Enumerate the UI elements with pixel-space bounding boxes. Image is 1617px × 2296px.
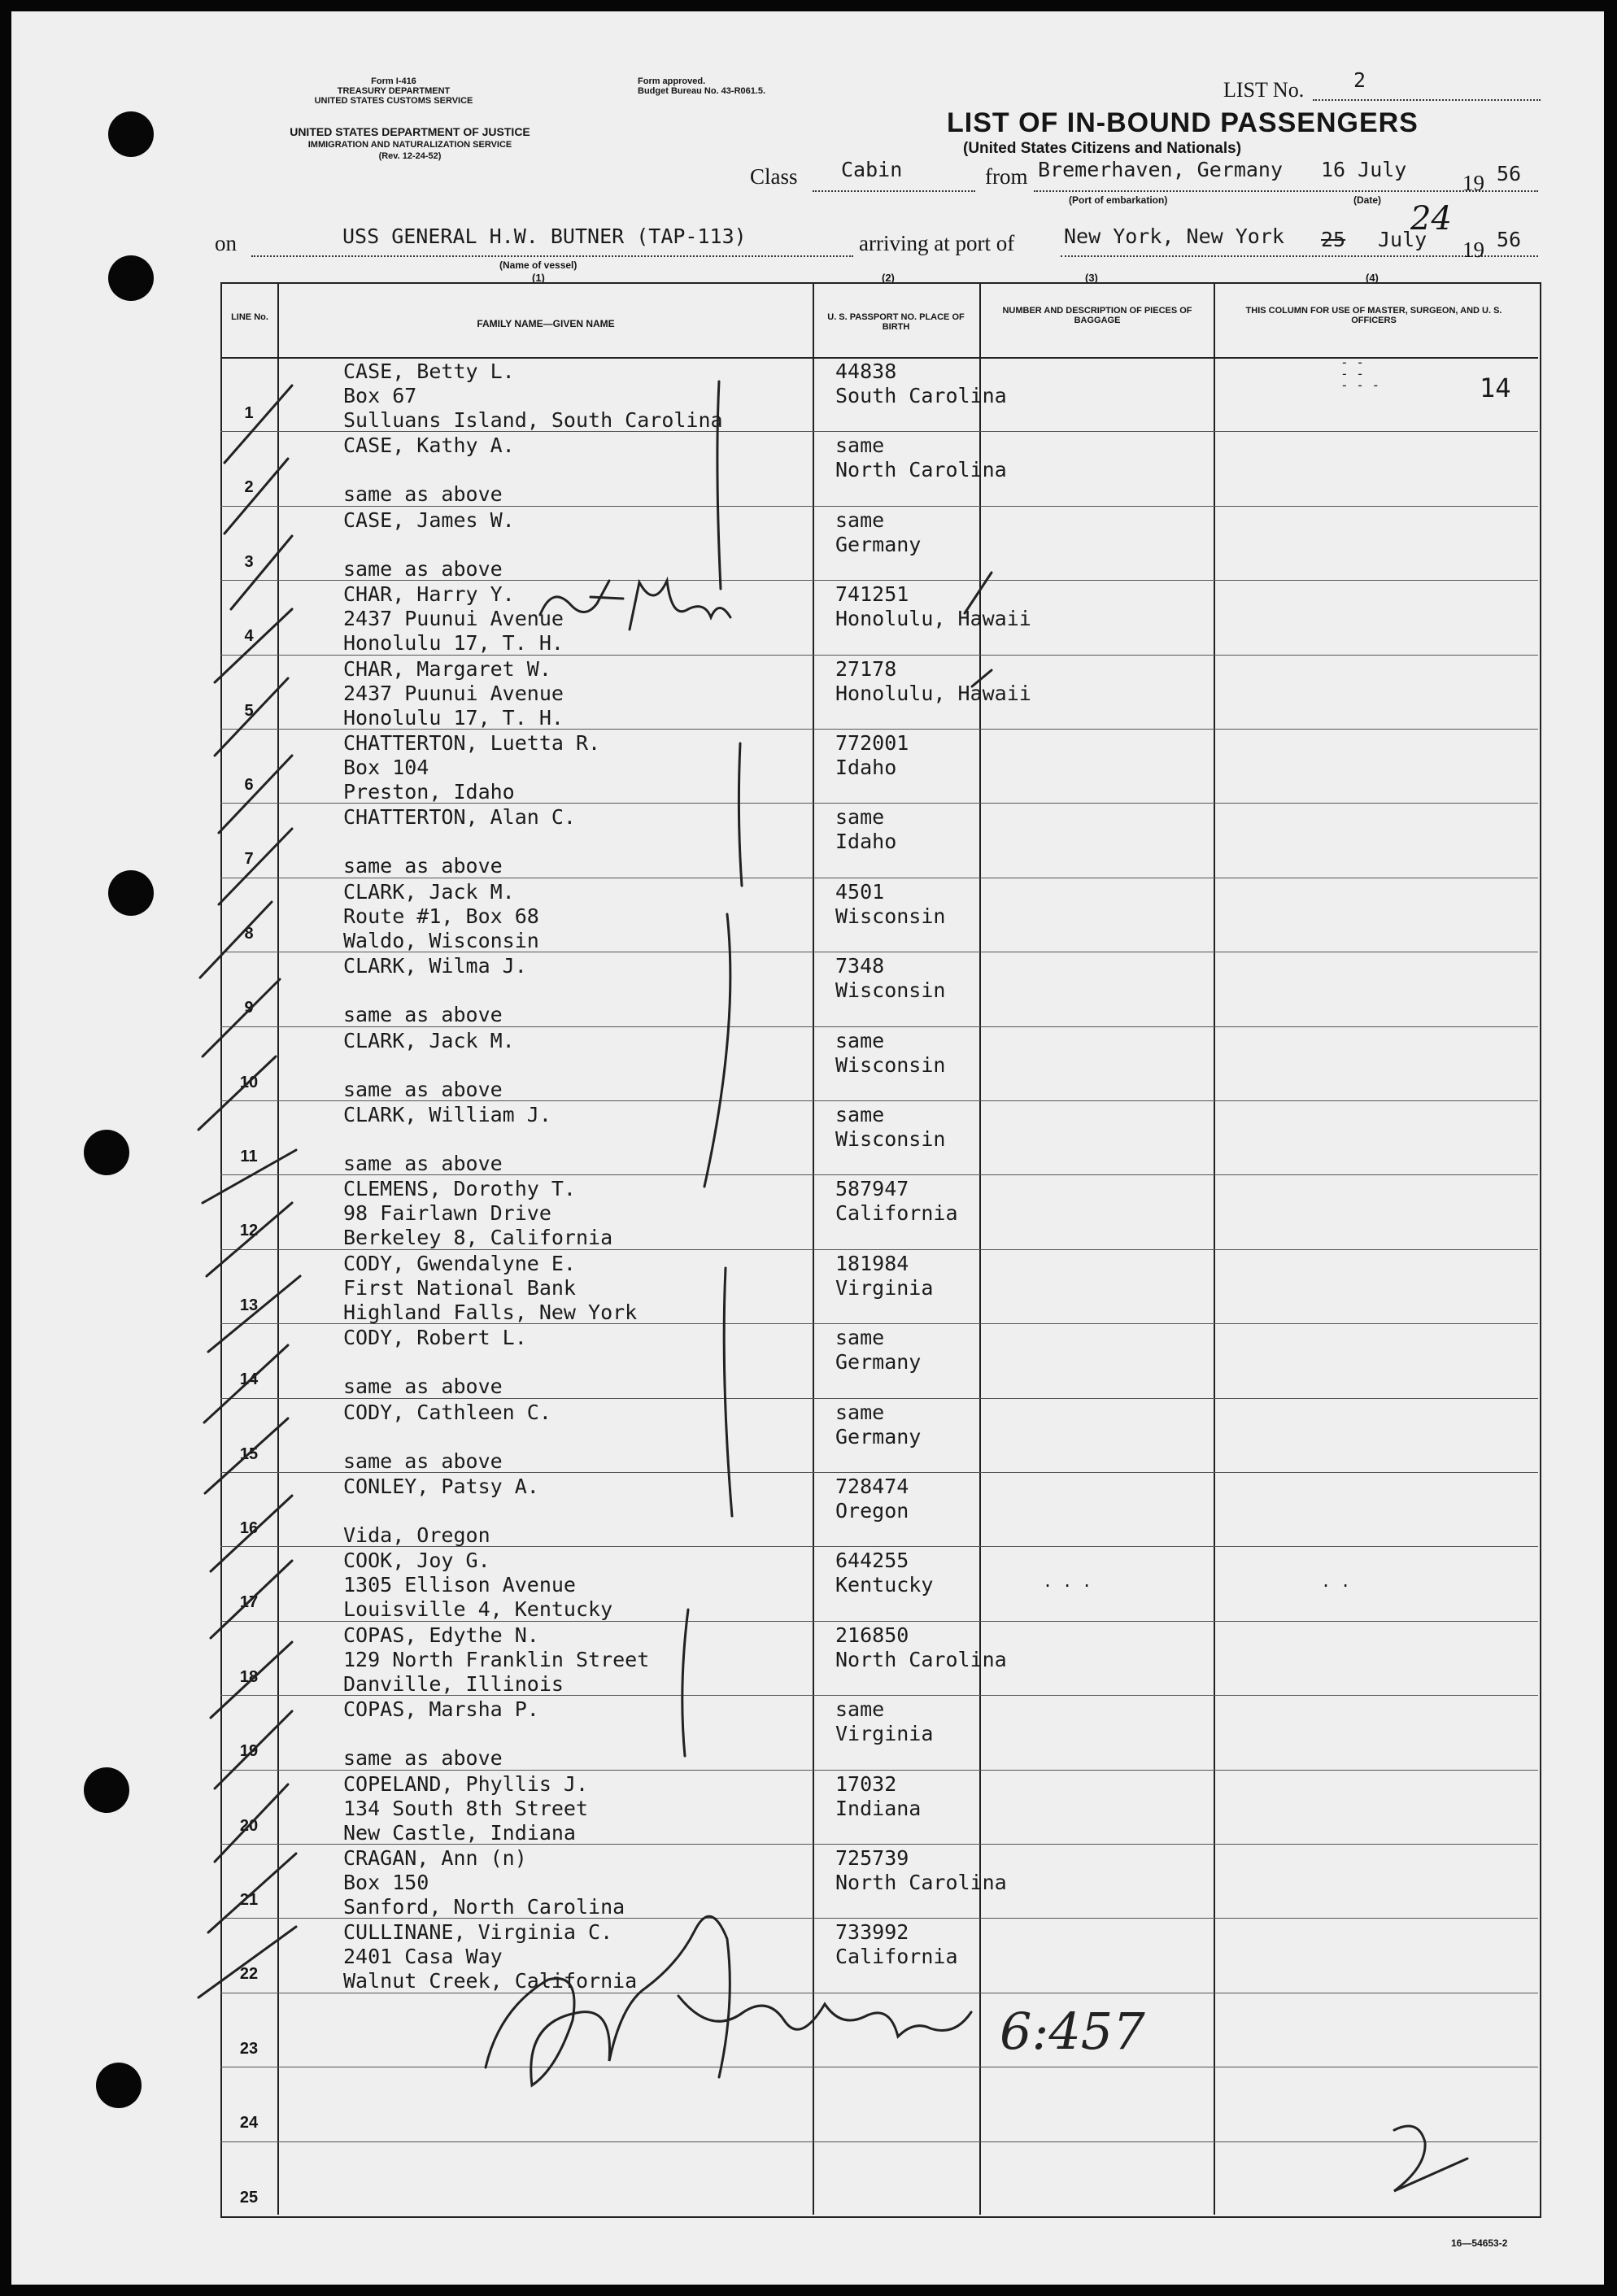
passenger-name: CODY, Gwendalyne E.: [343, 1251, 576, 1275]
treasury-dept: TREASURY DEPARTMENT: [337, 86, 451, 96]
passenger-name: CLEMENS, Dorothy T.: [343, 1177, 576, 1201]
list-no-label: LIST No.: [1223, 78, 1305, 102]
place-of-birth: Virginia: [835, 1722, 934, 1746]
address-line-2: same as above: [343, 1449, 503, 1473]
passport-number: 7348: [835, 954, 885, 978]
line-number: 2: [244, 478, 254, 497]
arrival-port: New York, New York: [1064, 224, 1284, 248]
address-line-2: same as above: [343, 854, 503, 878]
address-line-1: 2437 Puunui Avenue: [343, 607, 564, 631]
passenger-name: CASE, Betty L.: [343, 359, 515, 383]
line-number: 20: [239, 1816, 259, 1835]
arrival-month: July: [1378, 228, 1427, 251]
passenger-name: CASE, Kathy A.: [343, 433, 515, 458]
place-of-birth: Indiana: [835, 1796, 922, 1820]
passport-number: same: [835, 1697, 885, 1722]
line-number: 10: [239, 1073, 259, 1091]
address-line-1: 2401 Casa Way: [343, 1945, 503, 1969]
passenger-name: CLARK, Wilma J.: [343, 954, 527, 978]
place-of-birth: Kentucky: [835, 1573, 934, 1597]
passport-number: 725739: [835, 1846, 909, 1870]
line-number: 8: [244, 924, 254, 943]
class-label: Class: [750, 164, 798, 189]
arriving-label: arriving at port of: [859, 231, 1015, 255]
embark-year: 56: [1497, 162, 1522, 185]
vessel-name: USS GENERAL H.W. BUTNER (TAP-113): [342, 224, 747, 248]
address-line-2: Berkeley 8, California: [343, 1226, 613, 1250]
ins-service: IMMIGRATION AND NATURALIZATION SERVICE: [307, 140, 512, 150]
place-of-birth: Idaho: [835, 756, 897, 779]
line-number: 7: [244, 850, 254, 869]
place-of-birth: Germany: [835, 1424, 922, 1449]
passport-number: same: [835, 805, 885, 830]
manifest-page: [11, 11, 1604, 2285]
address-line-2: Louisville 4, Kentucky: [343, 1597, 613, 1622]
on-label: on: [215, 231, 237, 255]
address-line-1: Box 67: [343, 384, 417, 407]
passport-number: 181984: [835, 1251, 909, 1275]
place-of-birth: Honolulu, Hawaii: [835, 607, 1031, 631]
vessel-caption: (Name of vessel): [499, 259, 578, 271]
line-number: 25: [239, 2188, 259, 2207]
col-caption-3: (3): [1085, 272, 1098, 284]
address-line-2: same as above: [343, 1003, 503, 1027]
address-line-2: Preston, Idaho: [343, 780, 515, 804]
passport-number: same: [835, 1028, 885, 1052]
place-of-birth: Wisconsin: [835, 978, 946, 1003]
place-of-birth: North Carolina: [835, 1871, 1007, 1894]
passenger-name: CRAGAN, Ann (n): [343, 1846, 527, 1870]
passport-number: same: [835, 1326, 885, 1350]
line-number: 9: [244, 999, 254, 1017]
line-number: 16: [239, 1519, 259, 1537]
line-number: 18: [239, 1667, 259, 1686]
line-number: 3: [244, 552, 254, 571]
address-line-2: same as above: [343, 1375, 503, 1399]
stamp-dots: . . .: [1043, 1571, 1092, 1591]
place-of-birth: Oregon: [835, 1499, 909, 1523]
place-of-birth: North Carolina: [835, 1647, 1007, 1671]
address-line-2: Danville, Illinois: [343, 1671, 564, 1696]
address-line-1: 2437 Puunui Avenue: [343, 681, 564, 705]
address-line-1: Box 104: [343, 756, 429, 779]
passport-number: 44838: [835, 359, 897, 383]
passenger-name: CLARK, William J.: [343, 1103, 551, 1126]
passenger-name: CODY, Cathleen C.: [343, 1400, 551, 1424]
address-line-2: same as above: [343, 482, 503, 507]
passport-number: same: [835, 1400, 885, 1424]
line-number: 5: [244, 701, 254, 720]
year-prefix-1: 19: [1462, 171, 1484, 195]
address-line-1: 98 Fairlawn Drive: [343, 1201, 551, 1226]
officer-count: 14: [1480, 373, 1511, 403]
place-of-birth: Germany: [835, 532, 922, 556]
place-of-birth: Wisconsin: [835, 904, 946, 928]
place-of-birth: California: [835, 1945, 958, 1969]
form-revision: (Rev. 12-24-52): [378, 151, 442, 161]
address-line-2: same as above: [343, 1152, 503, 1175]
passenger-name: COPAS, Marsha P.: [343, 1697, 539, 1722]
header-officers: THIS COLUMN FOR USE OF MASTER, SURGEON, AND U. S. OFFICERS: [1245, 306, 1502, 325]
col-caption-4: (4): [1366, 272, 1379, 284]
passport-number: 741251: [835, 582, 909, 607]
address-line-1: Box 150: [343, 1871, 429, 1894]
address-line-2: same as above: [343, 1746, 503, 1771]
address-line-2: Highland Falls, New York: [343, 1300, 638, 1324]
footer-code: 16—54653-2: [1451, 2237, 1508, 2249]
year-prefix-2: 19: [1462, 237, 1484, 262]
place-of-birth: Idaho: [835, 830, 897, 854]
passenger-name: CLARK, Jack M.: [343, 1028, 515, 1052]
address-line-2: Honolulu 17, T. H.: [343, 705, 564, 730]
port-caption: (Port of embarkation): [1069, 194, 1168, 206]
line-number: 19: [239, 1742, 259, 1761]
place-of-birth: Honolulu, Hawaii: [835, 681, 1031, 705]
passport-number: 216850: [835, 1623, 909, 1647]
place-of-birth: Wisconsin: [835, 1127, 946, 1151]
arrival-year: 56: [1497, 228, 1522, 251]
line-number: 1: [244, 404, 254, 422]
page-title: LIST OF IN-BOUND PASSENGERS: [947, 107, 1419, 138]
embark-date: 16 July: [1321, 158, 1407, 181]
place-of-birth: Germany: [835, 1350, 922, 1375]
line-number: 11: [240, 1148, 258, 1165]
address-line-1: First National Bank: [343, 1275, 576, 1300]
address-line-2: Honolulu 17, T. H.: [343, 631, 564, 656]
passport-number: 27178: [835, 656, 897, 681]
passenger-name: CHATTERTON, Alan C.: [343, 805, 576, 830]
customs-service: UNITED STATES CUSTOMS SERVICE: [314, 96, 473, 106]
line-number: 22: [239, 1965, 259, 1984]
passport-number: 17032: [835, 1771, 897, 1796]
line-number: 15: [239, 1444, 259, 1463]
place-of-birth: Wisconsin: [835, 1052, 946, 1077]
passport-number: same: [835, 433, 885, 458]
handwritten-marks: [11, 11, 1604, 2285]
passport-number: same: [835, 1103, 885, 1126]
page-subtitle: (United States Citizens and Nationals): [963, 140, 1242, 157]
line-number: 24: [239, 2114, 259, 2133]
from-label: from: [985, 164, 1028, 189]
address-line-1: Route #1, Box 68: [343, 904, 539, 928]
address-line-2: Sulluans Island, South Carolina: [343, 408, 723, 432]
header-passport: U. S. PASSPORT NO. PLACE OF BIRTH: [827, 312, 965, 332]
passport-number: 4501: [835, 879, 885, 904]
budget-bureau: Budget Bureau No. 43-R061.5.: [638, 86, 766, 96]
header-line-no: LINE No.: [231, 312, 268, 322]
passenger-name: CHAR, Margaret W.: [343, 656, 551, 681]
line-number: 13: [239, 1296, 259, 1314]
header-baggage: NUMBER AND DESCRIPTION OF PIECES OF BAGGAGE: [1002, 306, 1192, 325]
line-number: 21: [239, 1891, 259, 1909]
passport-number: 733992: [835, 1920, 909, 1945]
place-of-birth: North Carolina: [835, 458, 1007, 482]
stamp-dots: . .: [1321, 1571, 1351, 1591]
arrival-date-struck: 25: [1321, 228, 1346, 251]
passenger-name: CLARK, Jack M.: [343, 879, 515, 904]
line-number: 17: [239, 1593, 259, 1612]
embark-port: Bremerhaven, Germany: [1038, 158, 1284, 181]
passport-number: 644255: [835, 1549, 909, 1573]
passport-number: 587947: [835, 1177, 909, 1201]
line-number: 14: [239, 1370, 259, 1389]
line-number: 23: [239, 2039, 259, 2058]
passport-number: 728474: [835, 1475, 909, 1498]
address-line-2: Vida, Oregon: [343, 1523, 490, 1547]
passenger-name: CODY, Robert L.: [343, 1326, 527, 1350]
form-approved: Form approved.: [638, 76, 706, 86]
line-number: 4: [244, 627, 254, 646]
address-line-2: same as above: [343, 556, 503, 581]
line-number: 12: [239, 1222, 259, 1240]
passenger-name: CHATTERTON, Luetta R.: [343, 731, 601, 755]
address-line-2: Waldo, Wisconsin: [343, 928, 539, 952]
passport-number: same: [835, 508, 885, 532]
list-no-value: 2: [1353, 68, 1366, 92]
address-line-2: Walnut Creek, California: [343, 1969, 638, 1993]
address-line-1: 129 North Franklin Street: [343, 1647, 650, 1671]
passport-number: 772001: [835, 731, 909, 755]
arrival-date-handwritten: 24: [1410, 200, 1452, 237]
date-caption: (Date): [1353, 194, 1382, 206]
col-caption-2: (2): [882, 272, 895, 284]
passenger-name: CHAR, Harry Y.: [343, 582, 515, 607]
officer-mark-dashes: - - - - - - -: [1340, 355, 1380, 393]
address-line-1: 134 South 8th Street: [343, 1796, 589, 1820]
place-of-birth: South Carolina: [835, 384, 1007, 407]
passenger-name: CONLEY, Patsy A.: [343, 1475, 539, 1498]
signature-number: 6:457: [1000, 2002, 1145, 2061]
header-name: FAMILY NAME—GIVEN NAME: [477, 318, 615, 329]
place-of-birth: California: [835, 1201, 958, 1226]
address-line-2: New Castle, Indiana: [343, 1820, 576, 1845]
address-line-2: Sanford, North Carolina: [343, 1895, 625, 1919]
passenger-name: COPAS, Edythe N.: [343, 1623, 539, 1647]
passenger-name: COOK, Joy G.: [343, 1549, 490, 1573]
col-caption-1: (1): [532, 272, 545, 284]
passenger-name: CULLINANE, Virginia C.: [343, 1920, 613, 1945]
address-line-1: 1305 Ellison Avenue: [343, 1573, 576, 1597]
justice-dept: UNITED STATES DEPARTMENT OF JUSTICE: [290, 125, 530, 138]
passenger-name: CASE, James W.: [343, 508, 515, 532]
form-number: Form I-416: [371, 76, 416, 86]
address-line-2: same as above: [343, 1077, 503, 1101]
class-value: Cabin: [841, 158, 903, 181]
place-of-birth: Virginia: [835, 1275, 934, 1300]
line-number: 6: [244, 776, 254, 794]
passenger-name: COPELAND, Phyllis J.: [343, 1771, 589, 1796]
